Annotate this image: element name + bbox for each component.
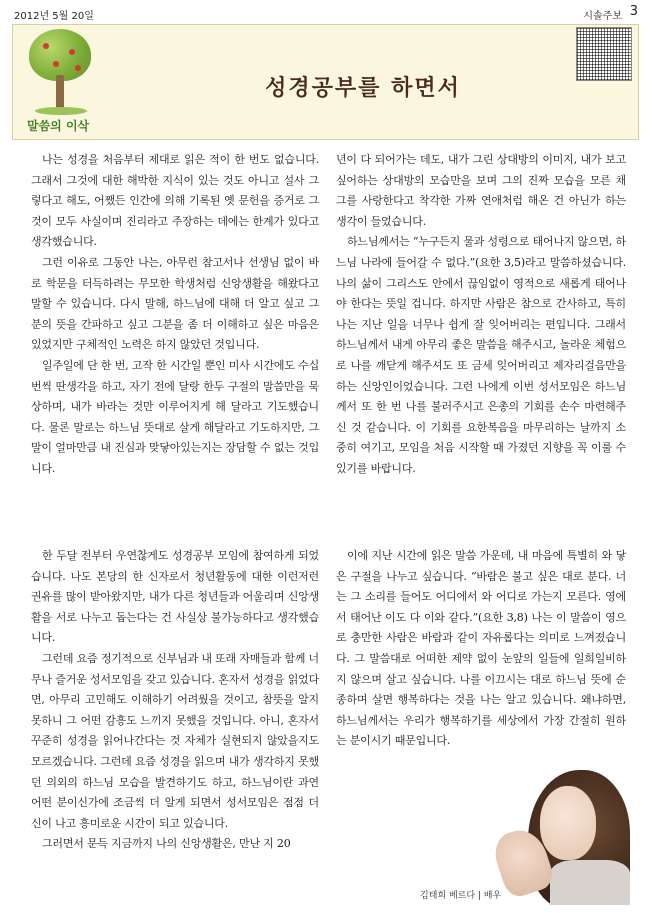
tree-icon	[29, 29, 91, 115]
text-column-bottom-right	[336, 546, 626, 752]
paragraph: 나는 성경을 처음부터 제대로 읽은 적이 한 번도 없습니다. 그래서 그것에 대한 해박한 지식이 있는 것도 아니고 설사 그렇다고 해도, 어쨌든 인간에 의해 기록된 옛 문헌을 증거로 그것이 모두 사실이며 진리라고 주장하는 데에는 한계가 있다고 생각했습니다.	[31, 153, 319, 249]
qr-code-icon	[576, 27, 632, 81]
author-photo	[480, 760, 630, 905]
issue-date: 2012년 5월 20일	[14, 11, 94, 22]
bulletin-name: 시솔주보	[583, 11, 622, 22]
text-column-top-right	[336, 150, 626, 480]
section-brand: 말씀의 이삭	[27, 119, 90, 133]
article-banner	[12, 24, 639, 140]
paragraph: 한 두달 전부터 우연찮게도 성경공부 모임에 참여하게 되었습니다. 나도 본당의 한 신자로서 청년활동에 대한 이런저런 권유를 많이 받아왔지만, 내가 다른 청년들과 어울리며 신앙생활을 서로 나누고 돕는다는 건 사실상 불가능하다고 생각했습니다.	[31, 549, 319, 645]
paragraph: 그러면서 문득 지금까지 나의 신앙생활은, 만난 지 20	[42, 837, 291, 851]
paragraph: 일주일에 단 한 번, 고작 한 시간일 뿐인 미사 시간에도 수십 번씩 딴생각을 하고, 자기 전에 달랑 한두 구절의 말씀만을 묵상하며, 내가 바라는 것만 이루어지게 해 달라고 기도했습니다. 물론 말로는 하느님 뜻대로 살게 해달라고 기도하지만, 그 말이 얼마만큼 내 진심과 맞닿아있는지는 장담할 수 없는 것입니다.	[31, 358, 319, 475]
page-header	[14, 4, 638, 22]
paragraph: 이에 지난 시간에 읽은 말씀 가운데, 내 마음에 특별히 와 닿은 구절을 나누고 싶습니다. “바람은 불고 싶은 대로 분다. 너는 그 소리를 들어도 어디에서 와 어디로 가는지 모른다. 영에서 태어난 이도 다 이와 같다.”(요한 3,8) 나는 이 말씀이 영으로 충만한 사람은 바람과 같이 자유롭다는 의미로 느껴졌습니다. 그 말씀대로 어떠한 제약 없이 눈앞의 일들에 일희일비하지 않으며 살고 싶습니다. 나를 이끄시는 대로 하느님 뜻에 순종하며 살면 행복하다는 것을 나는 알고 있습니다. 왜냐하면, 하느님께서는 우리가 행복하기를 세상에서 가장 간절히 원하는 분이시기 때문입니다.	[336, 549, 626, 748]
paragraph: 년이 다 되어가는 데도, 내가 그린 상대방의 이미지, 내가 보고 싶어하는 상대방의 모습만을 보며 그의 진짜 모습을 모른 채 그를 사랑한다고 착각한 가짜 연애처럼 해온 건 아닌가 하는 생각이 들었습니다.	[336, 153, 626, 228]
page-number: 3	[629, 4, 638, 19]
paragraph: 그런데 요즘 정기적으로 신부님과 내 또래 자매들과 함께 너무나 즐거운 성서모임을 갖고 있습니다. 혼자서 성경을 읽었다면, 아무리 고민해도 이해하기 어려웠을 것이고, 참뜻을 알지 못하니 그 어떤 감흥도 느끼지 못했을 것입니다. 아니, 혼자서 꾸준히 성경을 읽어나간다는 것 자체가 실현되지 않았을지도 모르겠습니다. 그런데 요즘 성경을 읽으며 내가 생각하지 못했던 의외의 하느님 모습을 발견하기도 하고, 하느님이란 과연 어떤 분이신가에 조금씩 더 알게 되면서 성서모임은 점점 더 신이 나고 흥미로운 시간이 되고 있습니다.	[31, 651, 319, 830]
text-column-bottom-left	[31, 546, 319, 855]
photo-caption: 김태희 베르다 | 배우	[420, 891, 502, 901]
text-column-top-left	[31, 150, 319, 480]
paragraph: 그런 이유로 그동안 나는, 아무런 참고서나 선생님 없이 바로 학문을 터득하려는 무모한 학생처럼 신앙생활을 해왔다고 말할 수 있습니다. 다시 말해, 하느님에 대해 더 알고 싶고 그분의 뜻을 간파하고 싶고 그분을 좀 더 이해하고 싶은 마음은 있었지만 구체적인 노력은 하지 않았던 것입니다.	[31, 255, 319, 352]
article-title: 성경공부를 하면서	[265, 76, 461, 101]
paragraph: 하느님께서는 “누구든지 물과 성령으로 태어나지 않으면, 하느님 나라에 들어갈 수 없다.”(요한 3,5)라고 말씀하셨습니다. 나의 삶이 그리스도 안에서 끊임없이 영적으로 새롭게 태어나야 한다는 뜻일 겁니다. 하지만 사람은 참으로 간사하고, 특히 나는 지난 일을 너무나 쉽게 잘 잊어버리는 편입니다. 그래서 하느님께서 내게 아무리 좋은 말씀을 해주시고, 놀라운 체험으로 나를 깨닫게 해주셔도 또 금세 잊어버리고 제자리걸음만을 하는 신앙인이었습니다. 그런 나에게 이번 성서모임은 하느님께서 또 한 번 나를 불러주시고 은총의 기회를 손수 마련해주신 것 같습니다. 이 기회를 요한복음을 마무리하는 날까지 소중히 여기고, 모임을 처음 시작할 때 가졌던 지향을 꼭 이룰 수 있기를 바랍니다.	[336, 235, 626, 475]
